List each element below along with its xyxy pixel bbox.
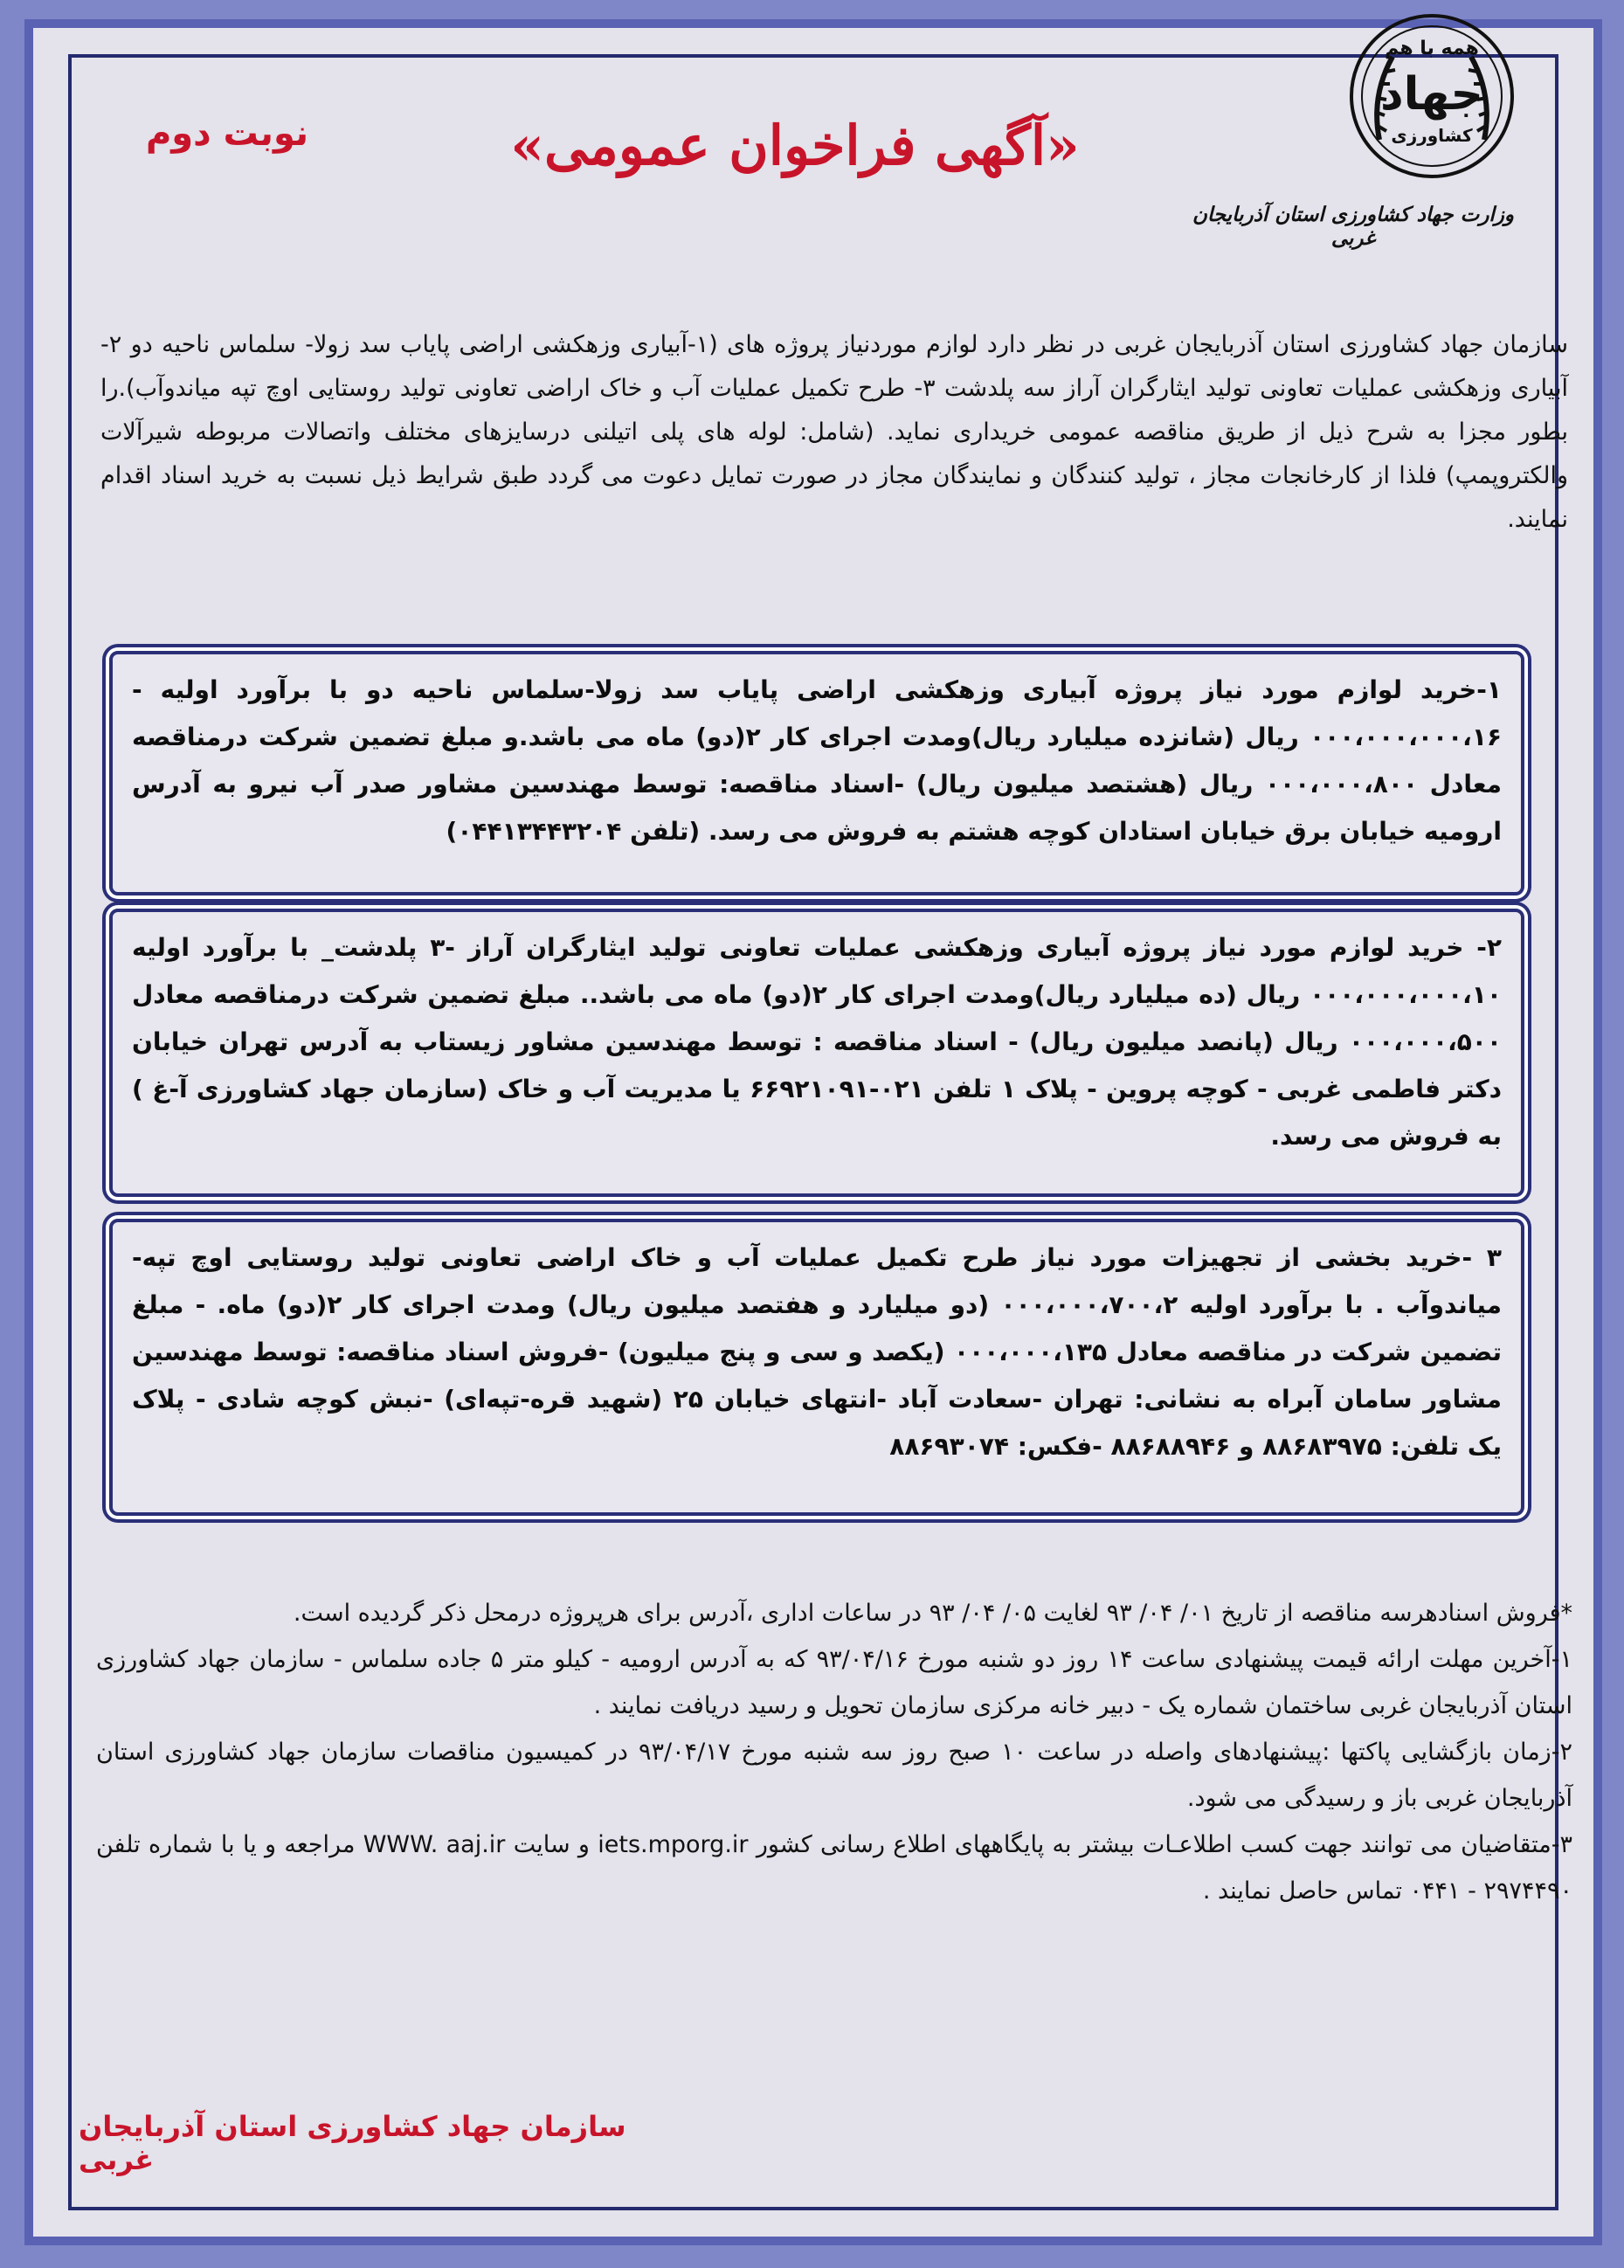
condition-opening: ۲-زمان بازگشایی پاکتها :پیشنهادهای واصله در ساعت ۱۰ صبح روز سه شنبه مورخ ۹۳/۰۴/۱۷ در کمیسیون مناقصات سازمان جهاد کشاورزی استان آذربایجان غربی باز و رسیدگی می شود.: [96, 1739, 1572, 1812]
logo-top-text: همه با هم: [1385, 38, 1479, 59]
condition-sale-period: *فروش اسنادهرسه مناقصه از تاریخ ۰۱/ ۰۴/ ۹۳ لغایت ۰۵/ ۰۴/ ۹۳ در ساعات اداری ،آدرس برای هرپروژه درمحل ذکر گردیده است.: [293, 1600, 1572, 1627]
logo: [1192, 9, 1519, 250]
intro-paragraph: سازمان جهاد کشاورزی استان آذربایجان غربی در نظر دارد لوازم موردنیاز پروژه های (۱-آبیاری وزهکشی اراضی پایاب سد زولا- سلماس ناحیه دو ۲- آبیاری وزهکشی عملیات تعاونی تولید ایثارگران آراز سه پلدشت ۳- طرح تکمیل عملیات آب و خاک اراضی تعاونی تولید روستایی اوچ تپه میاندوآب).را بطور مجزا به شرح ذیل از طریق مناقصه عمومی خریداری نماید. (شامل: لوله های پلی اتیلنی درسایزهای مختلف واتصالات مربوطه شیرآلات والکتروپمپ) فلذا از کارخانجات مجاز ، تولید کنندگان و نمایندگان مجاز در صورت تمایل دعوت می گردد طبق شرایط ذیل نسبت به خرید اسناد اقدام نمایند.: [100, 331, 1568, 533]
publication-round: نوبت دوم: [145, 114, 309, 154]
jihad-keshavarzi-emblem-icon: [1344, 9, 1519, 183]
conditions-list: [96, 1590, 1572, 1914]
logo-main-text: جهاد: [1379, 68, 1484, 121]
tender-item-1: ۱-خرید لوازم مورد نیاز پروژه آبیاری وزهکشی اراضی پایاب سد زولا-سلماس ناحیه دو با برآورد اولیه - ۰۰۰،۰۰۰،۰۰۰،۱۶ ریال (شانزده میلیارد ریال)ومدت اجرای کار ۲(دو) ماه می باشد.و مبلغ تضمین شرکت درمناقصه معادل ۰۰۰،۰۰۰،۸۰۰ ریال (هشتصد میلیون ریال) -اسناد مناقصه: توسط مهندسین مشاور صدر آب نیرو به آدرس ارومیه خیابان برق خیابان استادان کوچه هشتم به فروش می رسد. (تلفن ۰۴۴۱۳۴۴۳۲۰۴): [109, 651, 1524, 895]
condition-deadline: ۱-آخرین مهلت ارائه قیمت پیشنهادی ساعت ۱۴ روز دو شنبه مورخ ۹۳/۰۴/۱۶ که به آدرس ارومیه - کیلو متر ۵ جاده سلماس - سازمان جهاد کشاورزی استان آذربایجان غربی ساختمان شماره یک - دبیر خانه مرکزی سازمان تحویل و رسید دریافت نمایند .: [96, 1646, 1572, 1719]
ministry-caption: وزارت جهاد کشاورزی استان آذربایجان غربی: [1192, 203, 1515, 250]
tender-item-2: ۲- خرید لوازم مورد نیاز پروژه آبیاری وزهکشی عملیات تعاونی تولید ایثارگران آراز -۳ پلدشت_ با برآورد اولیه ۰۰۰،۰۰۰،۰۰۰،۱۰ ریال (ده میلیارد ریال)ومدت اجرای کار ۲(دو) ماه می باشد.. مبلغ تضمین شرکت درمناقصه معادل ۰۰۰،۰۰۰،۵۰۰ ریال (پانصد میلیون ریال) - اسناد مناقصه : توسط مهندسین مشاور زیستاب به آدرس تهران خیابان دکتر فاطمی غربی - کوچه پروین - پلاک ۱ تلفن ۰۲۱-۶۶۹۲۱۰۹۱ یا مدیریت آب و خاک (سازمان جهاد کشاورزی آ-غ ) به فروش می رسد.: [109, 909, 1524, 1197]
condition-info-sites: ۳-متقاضیان می توانند جهت کسب اطلاعـات بیشتر به پایگاههای اطلاع رسانی کشور iets.mporg.ir و سایت WWW. aaj.ir مراجعه و یا با شماره تلفن ۲۹۷۴۴۹۰ - ۰۴۴۱ تماس حاصل نمایند .: [96, 1831, 1572, 1905]
page-title: «آگهی فراخوان عمومی»: [510, 114, 1080, 177]
footer-organization: سازمان جهاد کشاورزی استان آذربایجان غربی: [79, 2110, 626, 2176]
logo-bottom-text: کشاورزی: [1391, 125, 1473, 146]
tender-item-3: ۳ -خرید بخشی از تجهیزات مورد نیاز طرح تکمیل عملیات آب و خاک اراضی تعاونی تولید روستایی اوچ تپه- میاندوآب . با برآورد اولیه ۰۰۰،۰۰۰،۷۰۰،۲ (دو میلیارد و هفتصد میلیون ریال) ومدت اجرای کار ۲(دو) ماه. - مبلغ تضمین شرکت در مناقصه معادل ۰۰۰،۰۰۰،۱۳۵ (یکصد و سی و پنج میلیون) -فروش اسناد مناقصه: توسط مهندسین مشاور سامان آبراه به نشانی: تهران -سعادت آباد -انتهای خیابان ۲۵ (شهید قره-تپه‌ای) -نبش کوچه شادی - پلاک یک تلفن: ۸۸۶۸۳۹۷۵ و ۸۸۶۸۸۹۴۶ -فکس: ۸۸۶۹۳۰۷۴: [109, 1219, 1524, 1516]
